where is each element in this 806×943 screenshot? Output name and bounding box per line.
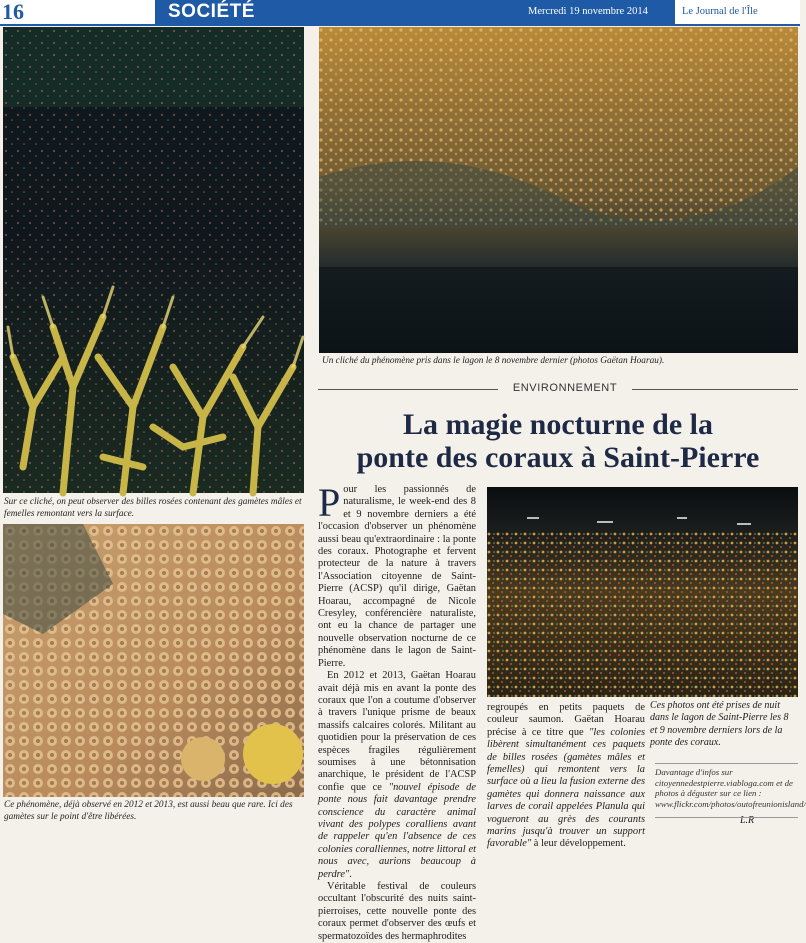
kicker-rule-left — [318, 389, 498, 390]
dropcap: P — [318, 480, 341, 525]
photo-lagoon-surface — [319, 27, 798, 353]
photo-coral-gametes — [3, 27, 304, 493]
page-number: 16 — [2, 0, 24, 24]
info-box: Davantage d'infos sur citoyennedestpierre.viabloga.com et de photos à déguster sur ce lien : www.flickr.com/photos/outofreunionisland/ — [655, 763, 798, 818]
paragraph-intro — [318, 480, 476, 670]
quote-acsp: "nouvel épisode de ponte nous fait davantage prendre conscience du caractère animal vivant des polypes coralliens avant de rappeler qu'en l'absence de ces colonies coralliennes, notre littoral et nous avec, aurions beaucoup à perdre" — [318, 781, 476, 880]
paragraph-2-text: En 2012 et 2013, Gaëtan Hoarau avait déjà mis en avant la ponte des coraux que l'on a coutume d'observer à travers l'unique prisme de beaux massifs calcaires colorés. Militant au quotidien pour la préservation de ces espèces fragiles régulièrement soumises à une bétonnisation anarchique, le président de l'ACSP confie que ce — [318, 670, 476, 793]
quote-hoarau: "les colonies libèrent simultanément ces paquets de billes rosées (gamètes mâles et femelles) qui remontent vers la surface où a lieu la fusion externe des gamètes qui donnera naissance aux larves de corail appelées Planula qui vogueront au grès des courants marins jusqu'à trouver un support favorable" — [487, 726, 645, 850]
paragraph-4-text: regroupés en petits paquets de couleur saumon. Gaëtan Hoarau précise à ce titre que — [487, 702, 645, 738]
paragraph-intro-text: our les passionnés de naturalisme, le week-end des 8 et 9 novembre derniers a été l'occasion d'observer un phénomène aussi beau qu'extraordinaire : la ponte des coraux. Photographe et fervent protecteur de la nature à travers l'Association citoyenne de Saint-Pierre (ACSP) qu'il dirige, Gaëtan Hoarau, accompagné de Nicole Cresyley, conférencière naturaliste, ont eu la chance de partager une nouvelle observation nocturne de ce phénomène dans le lagon de Saint-Pierre. — [318, 484, 476, 669]
article-column-2 — [487, 702, 645, 850]
paragraph-3: Véritable festival de couleurs occultant l'obscurité des nuits saint-pierroises, cette nouvelle ponte des coraux permet d'observer des œufs et spermatozoïdes des hermaphrodites — [318, 881, 476, 942]
paragraph-2-end: . — [349, 868, 352, 880]
photo-coral-polyps — [3, 524, 304, 797]
kicker: ENVIRONNEMENT — [512, 382, 618, 394]
photo-night-lagoon — [487, 487, 798, 697]
headline — [318, 408, 798, 474]
paragraph-4 — [487, 702, 645, 851]
caption-top-left: Sur ce cliché, on peut observer des billes rosées contenant des gamètes mâles et femelles remontant vers la surface. — [4, 497, 302, 519]
caption-bottom-left: Ce phénomène, déjà observé en 2012 et 2013, est aussi beau que rare. Ici des gamètes sur le point d'être libérées. — [4, 800, 293, 822]
caption-top-right: Un cliché du phénomène pris dans le lagon le 8 novembre dernier (photos Gaëtan Hoarau). — [322, 356, 665, 366]
article-column-1 — [318, 480, 476, 942]
headline-line-1: La magie nocturne de la — [403, 408, 713, 441]
paragraph-4-end: à leur développement. — [531, 838, 626, 850]
header-rule — [0, 24, 800, 26]
issue-date: Mercredi 19 novembre 2014 — [528, 6, 648, 17]
kicker-rule-right — [632, 389, 798, 390]
paragraph-2 — [318, 670, 476, 881]
section-label: SOCIÉTÉ — [168, 1, 255, 22]
caption-right: Ces photos ont été prises de nuit dans le lagon de Saint-Pierre les 8 et 9 novembre derniers lors de la ponte des coraux. — [650, 700, 789, 748]
headline-line-2: ponte des coraux à Saint-Pierre — [356, 441, 760, 474]
newspaper-name: Le Journal de l'Île — [682, 6, 758, 17]
byline: L.R — [740, 815, 755, 826]
